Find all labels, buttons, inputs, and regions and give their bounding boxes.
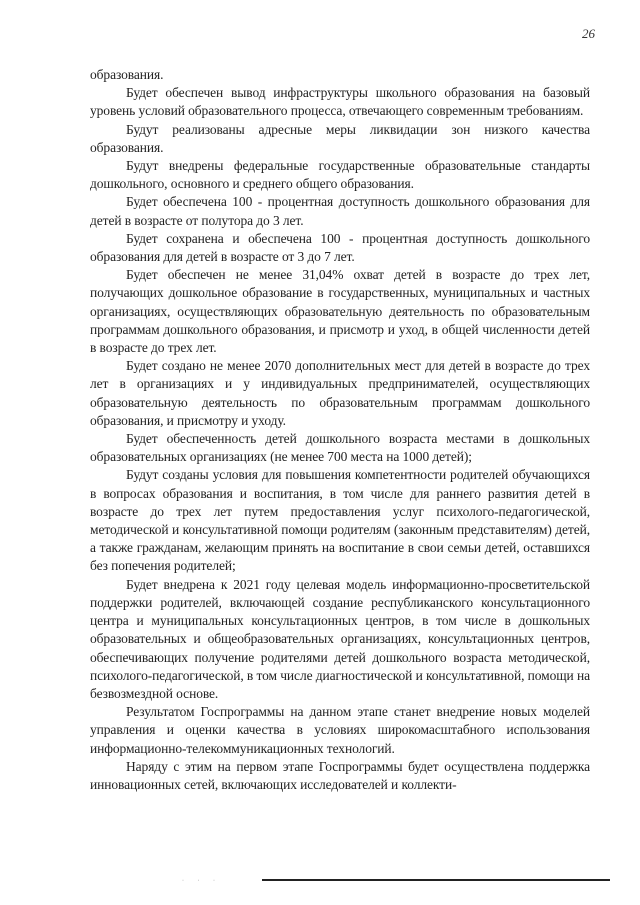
paragraph: Результатом Госпрограммы на данном этапе станет внедрение новых моделей управления и оценки качества в условиях широкомасштабного использования информационно-телекоммуникационных технологий. xyxy=(90,704,590,756)
paragraph: образования. xyxy=(90,67,164,82)
paragraph: Будет создано не менее 2070 дополнительных мест для детей в возрасте до трех лет в организациях и у индивидуальных предпринимателей, осуществляющих образовательную деятельность по образовательным программам дошкольного образования, и присмотру и уходу. xyxy=(90,358,590,428)
paragraph: Будет внедрена к 2021 году целевая модель информационно-просветительской поддержки родителей, включающей создание республиканского консультационного центра и муниципальных консультационных центров, в том числе в дошкольных образовательных и общеобразовательных организациях, консультационных центров, обеспечивающих получение родителями детей дошкольного возраста методической, психолого-педагогической, в том числе диагностической и консультативной, помощи на безвозмездной основе. xyxy=(90,576,590,701)
paragraph: Будут созданы условия для повышения компетентности родителей обучающихся в вопросах образования и воспитания, в том числе для раннего развития детей в возрасте до трех лет путем предоставления услуг психолого-педагогической, методической и консультативной помощи родителям (законным представителям) детей, а также гражданам, желающим принять на воспитание в свои семьи детей, оставшихся без попечения родителей; xyxy=(90,467,590,574)
page-number: 26 xyxy=(582,26,595,41)
paragraph: Будет сохранена и обеспечена 100 - процентная доступность дошкольного образования для детей в возрасте от 3 до 7 лет. xyxy=(90,230,590,265)
paragraph: Будут реализованы адресные меры ликвидации зон низкого качества образования. xyxy=(90,121,590,155)
document-body xyxy=(90,66,590,794)
paragraph: Наряду с этим на первом этапе Госпрограммы будет осуществлена поддержка инновационных сетей, включающих исследователей и коллекти- xyxy=(90,758,590,792)
paragraph: Будут внедрены федеральные государственные образовательные стандарты дошкольного, основного и среднего общего образования. xyxy=(90,158,590,192)
paragraph: Будет обеспеченность детей дошкольного возраста местами в дошкольных образовательных организациях (не менее 700 места на 1000 детей); xyxy=(90,431,590,465)
paragraph: Будет обеспечен не менее 31,04% охват детей в возрасте до трех лет, получающих дошкольное образование в государственных, муниципальных и частных организациях, осуществляющих образовательную деятельность по образовательным программам дошкольного образования, и присмотр и уход, в общей численности детей в возрасте до трех лет. xyxy=(90,267,590,356)
bottom-rule xyxy=(262,879,610,881)
bottom-marks: · · · xyxy=(182,878,221,884)
paragraph: Будет обеспечен вывод инфраструктуры школьного образования на базовый уровень условий образовательного процесса, отвечающего современным требованиям. xyxy=(90,85,590,119)
paragraph: Будет обеспечена 100 - процентная доступность дошкольного образования для детей в возрасте от полутора до 3 лет. xyxy=(90,194,590,228)
